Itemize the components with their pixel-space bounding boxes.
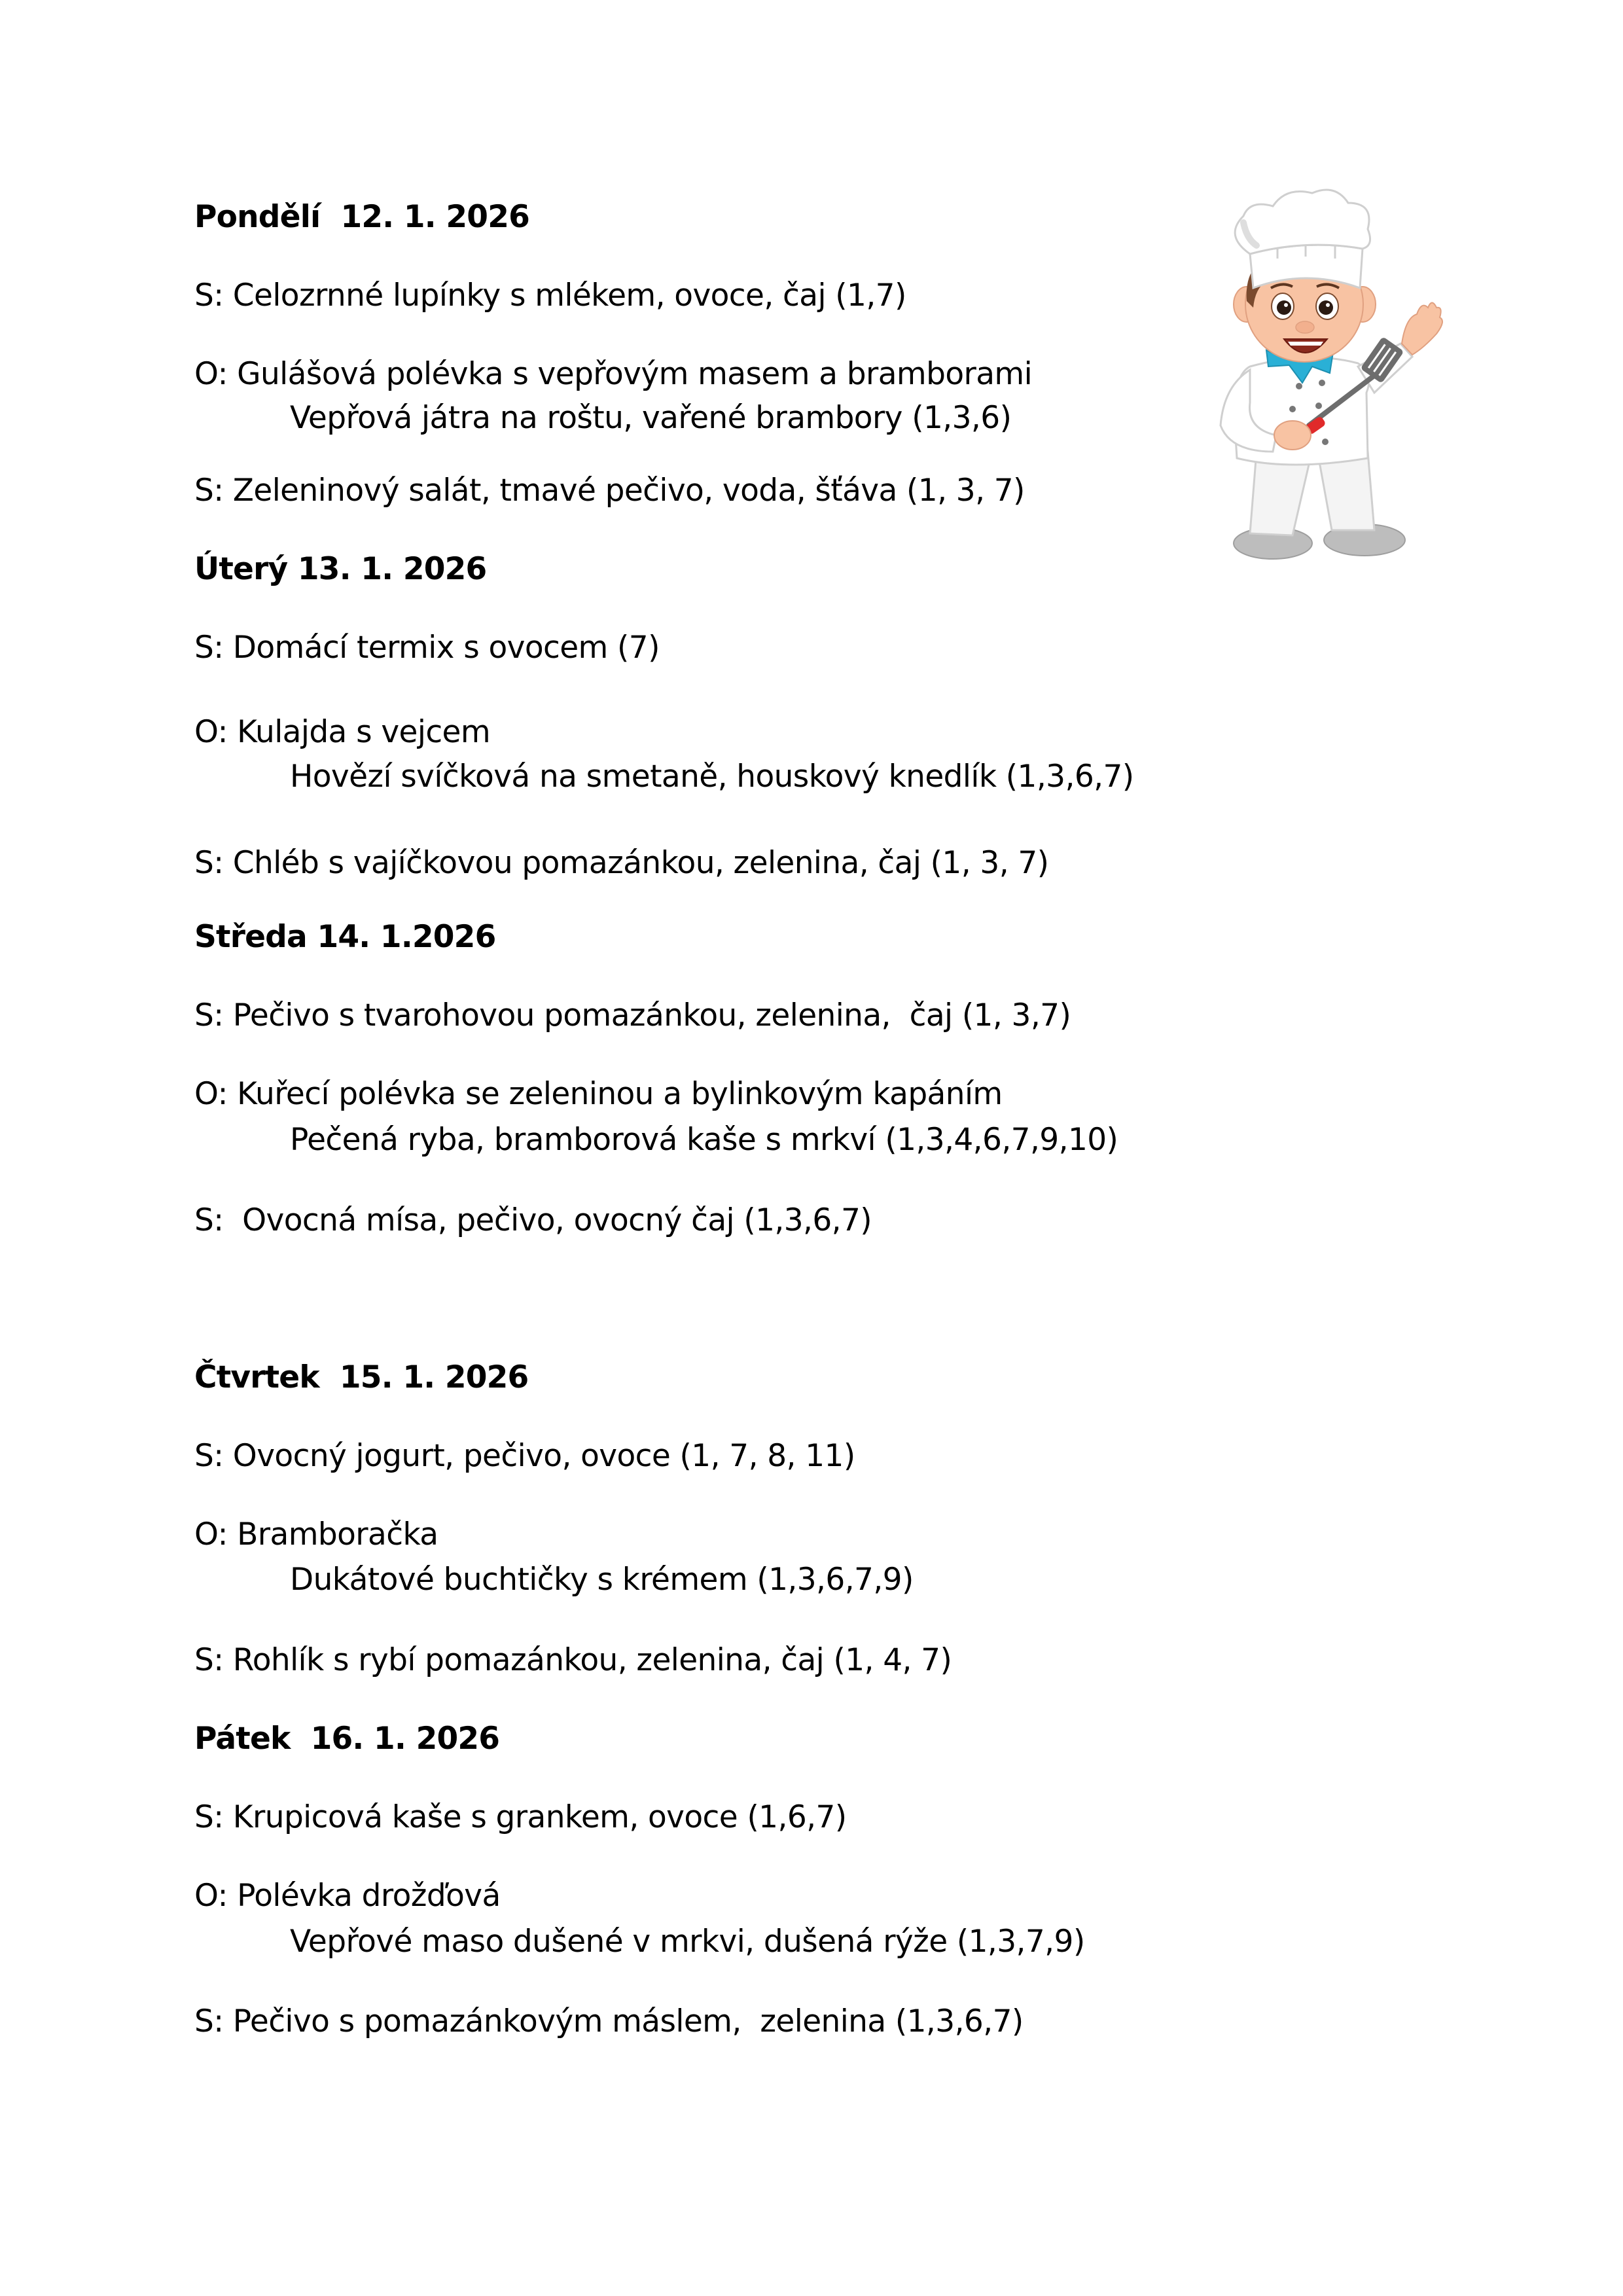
monday-lunch-main: Vepřová játra na roštu, vařené brambory (1,3,6) xyxy=(290,400,1012,436)
chef-illustration xyxy=(1158,177,1486,569)
tuesday-lunch-main: Hovězí svíčková na smetaně, houskový knedlík (1,3,6,7) xyxy=(290,759,1134,795)
wednesday-lunch-soup: O: Kuřecí polévka se zeleninou a bylinkovým kapáním xyxy=(194,1076,1003,1112)
wednesday-morning-snack: S: Pečivo s tvarohovou pomazánkou, zelenina, čaj (1, 3,7) xyxy=(194,997,1071,1033)
thursday-afternoon-snack: S: Rohlík s rybí pomazánkou, zelenina, čaj (1, 4, 7) xyxy=(194,1642,952,1678)
tuesday-morning-snack: S: Domácí termix s ovocem (7) xyxy=(194,630,660,666)
day-heading-thursday: Čtvrtek 15. 1. 2026 xyxy=(194,1359,529,1395)
day-heading-wednesday: Středa 14. 1.2026 xyxy=(194,919,496,955)
thursday-lunch-main: Dukátové buchtičky s krémem (1,3,6,7,9) xyxy=(290,1562,914,1598)
tuesday-afternoon-snack: S: Chléb s vajíčkovou pomazánkou, zelenina, čaj (1, 3, 7) xyxy=(194,845,1049,881)
friday-afternoon-snack: S: Pečivo s pomazánkovým máslem, zelenina (1,3,6,7) xyxy=(194,2003,1024,2039)
day-heading-monday: Pondělí 12. 1. 2026 xyxy=(194,199,530,235)
friday-lunch-soup: O: Polévka drožďová xyxy=(194,1878,501,1914)
chef-icon xyxy=(1158,177,1486,569)
monday-afternoon-snack: S: Zeleninový salát, tmavé pečivo, voda, šťáva (1, 3, 7) xyxy=(194,473,1025,509)
thursday-morning-snack: S: Ovocný jogurt, pečivo, ovoce (1, 7, 8, 11) xyxy=(194,1438,855,1474)
monday-lunch-soup: O: Gulášová polévka s vepřovým masem a bramborami xyxy=(194,356,1033,392)
wednesday-afternoon-snack: S: Ovocná mísa, pečivo, ovocný čaj (1,3,6,7) xyxy=(194,1202,872,1238)
thursday-lunch-soup: O: Bramboračka xyxy=(194,1516,438,1552)
day-heading-friday: Pátek 16. 1. 2026 xyxy=(194,1721,500,1757)
friday-morning-snack: S: Krupicová kaše s grankem, ovoce (1,6,7) xyxy=(194,1799,847,1835)
day-heading-tuesday: Úterý 13. 1. 2026 xyxy=(194,551,487,587)
wednesday-lunch-main: Pečená ryba, bramborová kaše s mrkví (1,3,4,6,7,9,10) xyxy=(290,1122,1118,1158)
friday-lunch-main: Vepřové maso dušené v mrkvi, dušená rýže (1,3,7,9) xyxy=(290,1924,1085,1960)
tuesday-lunch-soup: O: Kulajda s vejcem xyxy=(194,714,491,750)
monday-morning-snack: S: Celozrnné lupínky s mlékem, ovoce, čaj (1,7) xyxy=(194,278,906,314)
